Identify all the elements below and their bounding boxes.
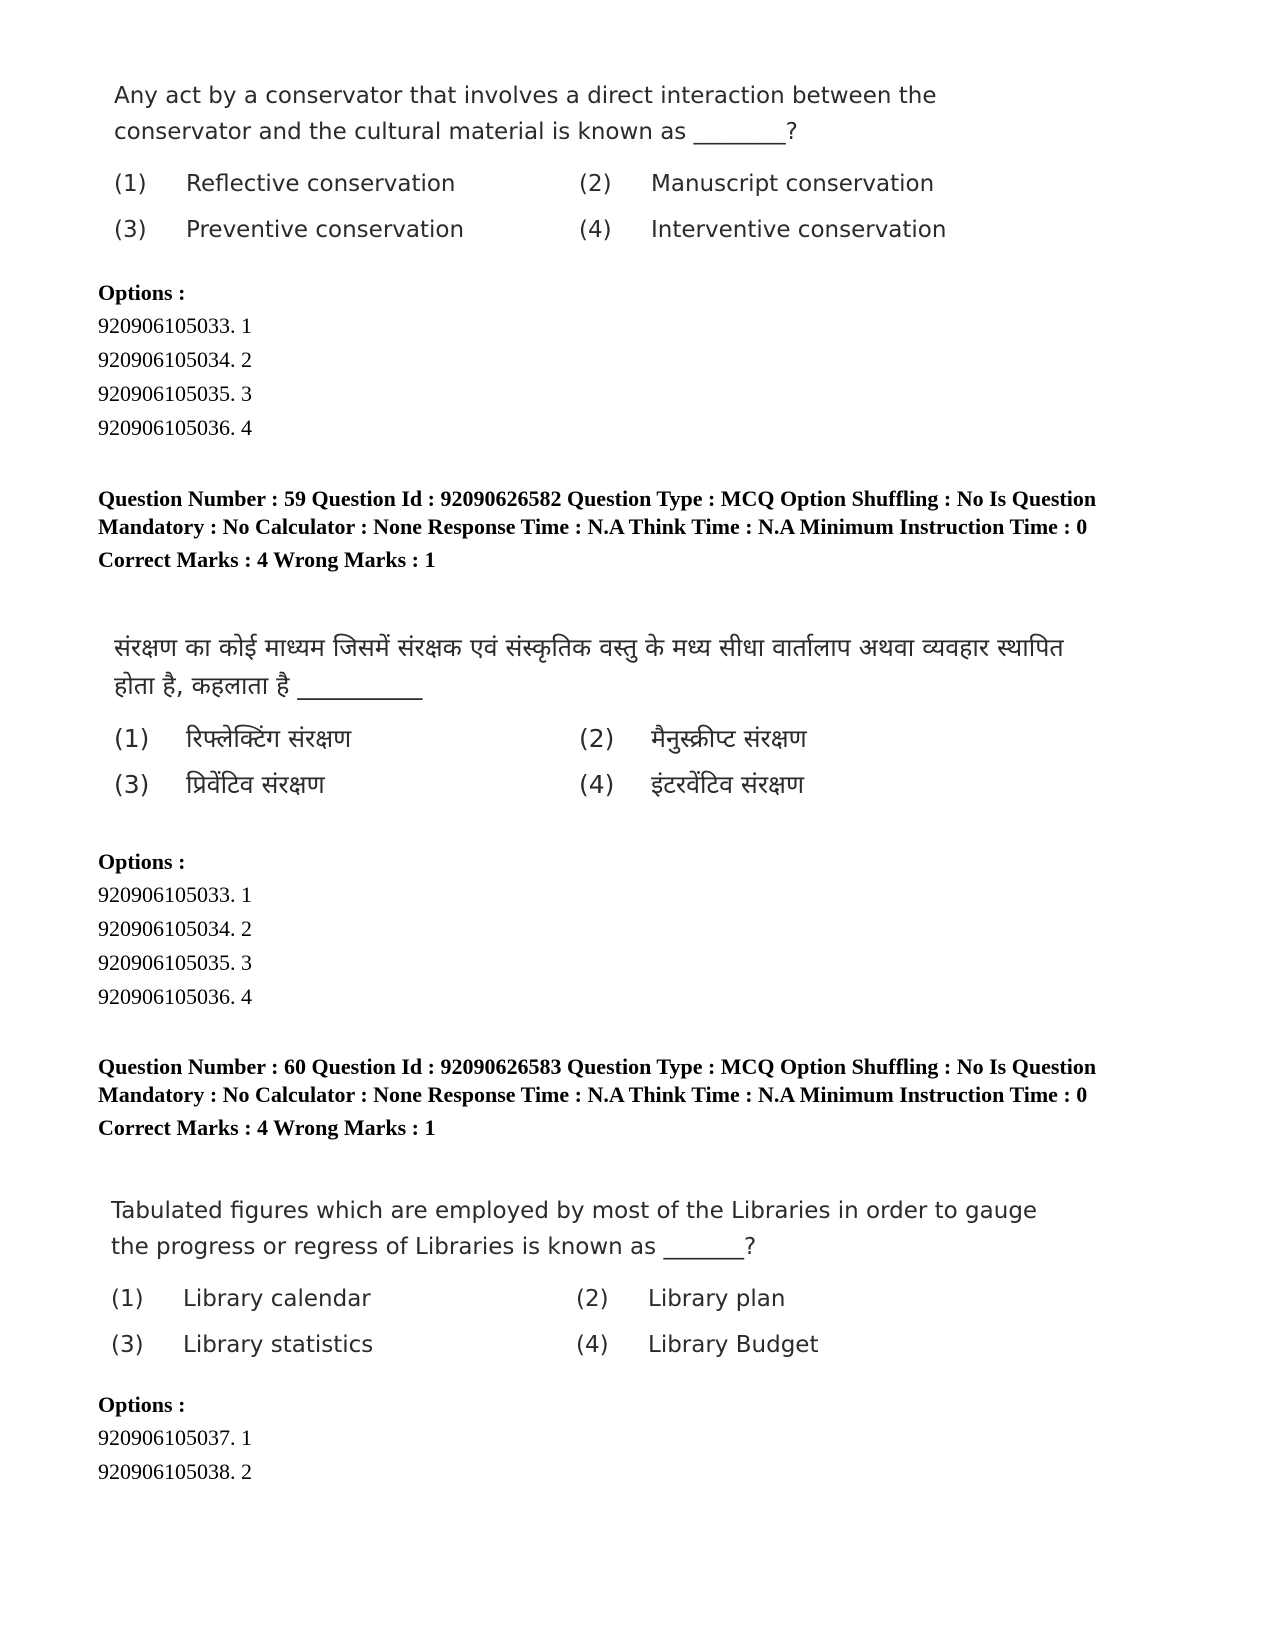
q59-question-text: संरक्षण का कोई माध्यम जिसमें संरक्षक एवं संस्कृतिक वस्तु के मध्य सीधा वार्तालाप अथवा व्यवहार स्थापित होता है, कहलाता है __________ <box>114 633 1064 700</box>
option-number: (4) <box>579 217 612 243</box>
q59-option-1 <box>114 721 579 757</box>
options-label: Options : <box>98 280 186 305</box>
q58-option-grid <box>114 166 1074 248</box>
q60-option-grid <box>111 1281 1071 1363</box>
option-id: 920906105038. 2 <box>98 1459 252 1484</box>
option-text: Library calendar <box>183 1286 371 1312</box>
option-number: (3) <box>114 770 150 799</box>
option-number: (3) <box>114 217 147 243</box>
q59-option-2 <box>579 721 1059 757</box>
q60-option-3 <box>111 1327 576 1363</box>
option-number: (4) <box>579 770 615 799</box>
q60-question-image <box>111 1193 1071 1363</box>
option-text: इंटरवेंटिव संरक्षण <box>651 770 805 799</box>
options-label: Options : <box>98 849 186 874</box>
options-label: Options : <box>98 1392 186 1417</box>
option-text: Manuscript conservation <box>651 171 935 197</box>
option-number: (1) <box>114 171 147 197</box>
q58-option-2 <box>579 166 1059 202</box>
q58-options-block <box>98 277 252 445</box>
option-text: Preventive conservation <box>186 217 465 243</box>
question-meta: Question Number : 60 Question Id : 92090626583 Question Type : MCQ Option Shuffling : No Is Question Mandatory : No Calculator : None Response Time : N.A Think Time : N.A Minimum Instruction Time : 0 <box>98 1054 1097 1107</box>
option-id: 920906105036. 4 <box>98 415 252 440</box>
option-text: Interventive conservation <box>651 217 947 243</box>
option-id: 920906105034. 2 <box>98 916 252 941</box>
q60-question-text: Tabulated figures which are employed by most of the Libraries in order to gauge the progress or regress of Libraries is known as _______? <box>111 1198 1038 1260</box>
question-marks: Correct Marks : 4 Wrong Marks : 1 <box>98 547 436 572</box>
option-id: 920906105033. 1 <box>98 882 252 907</box>
question-meta: Question Number : 59 Question Id : 92090626582 Question Type : MCQ Option Shuffling : No Is Question Mandatory : No Calculator : None Response Time : N.A Think Time : N.A Minimum Instruction Time : 0 <box>98 486 1097 539</box>
option-text: Library plan <box>648 1286 786 1312</box>
option-id: 920906105035. 3 <box>98 381 252 406</box>
option-id: 920906105035. 3 <box>98 950 252 975</box>
q59-option-3 <box>114 767 579 803</box>
option-id: 920906105037. 1 <box>98 1425 252 1450</box>
option-id: 920906105034. 2 <box>98 347 252 372</box>
option-number: (1) <box>114 724 150 753</box>
q60-options-block <box>98 1389 252 1489</box>
option-id: 920906105036. 4 <box>98 984 252 1009</box>
option-number: (2) <box>576 1286 609 1312</box>
q59-options-block <box>98 846 252 1014</box>
q60-option-2 <box>576 1281 1056 1317</box>
option-number: (4) <box>576 1332 609 1358</box>
q58-question-text: Any act by a conservator that involves a direct interaction between the conservator and the cultural material is known as ________? <box>114 83 937 145</box>
question-marks: Correct Marks : 4 Wrong Marks : 1 <box>98 1115 436 1140</box>
option-text: प्रिवेंटिव संरक्षण <box>186 770 325 799</box>
q60-option-1 <box>111 1281 576 1317</box>
q59-option-4 <box>579 767 1059 803</box>
option-number: (1) <box>111 1286 144 1312</box>
option-text: रिफ्लेक्टिंग संरक्षण <box>186 724 352 753</box>
q58-question-image <box>114 78 1074 248</box>
option-number: (3) <box>111 1332 144 1358</box>
option-number: (2) <box>579 171 612 197</box>
q60-header <box>98 1053 1188 1143</box>
option-number: (2) <box>579 724 615 753</box>
q59-header <box>98 485 1188 575</box>
option-text: मैनुस्क्रीप्ट संरक्षण <box>651 724 807 753</box>
q58-option-4 <box>579 212 1059 248</box>
option-text: Reflective conservation <box>186 171 456 197</box>
q59-question-image <box>114 629 1074 803</box>
q58-option-1 <box>114 166 579 202</box>
option-text: Library Budget <box>648 1332 819 1358</box>
option-text: Library statistics <box>183 1332 374 1358</box>
q58-option-3 <box>114 212 579 248</box>
option-id: 920906105033. 1 <box>98 313 252 338</box>
q59-option-grid <box>114 721 1074 803</box>
q60-option-4 <box>576 1327 1056 1363</box>
